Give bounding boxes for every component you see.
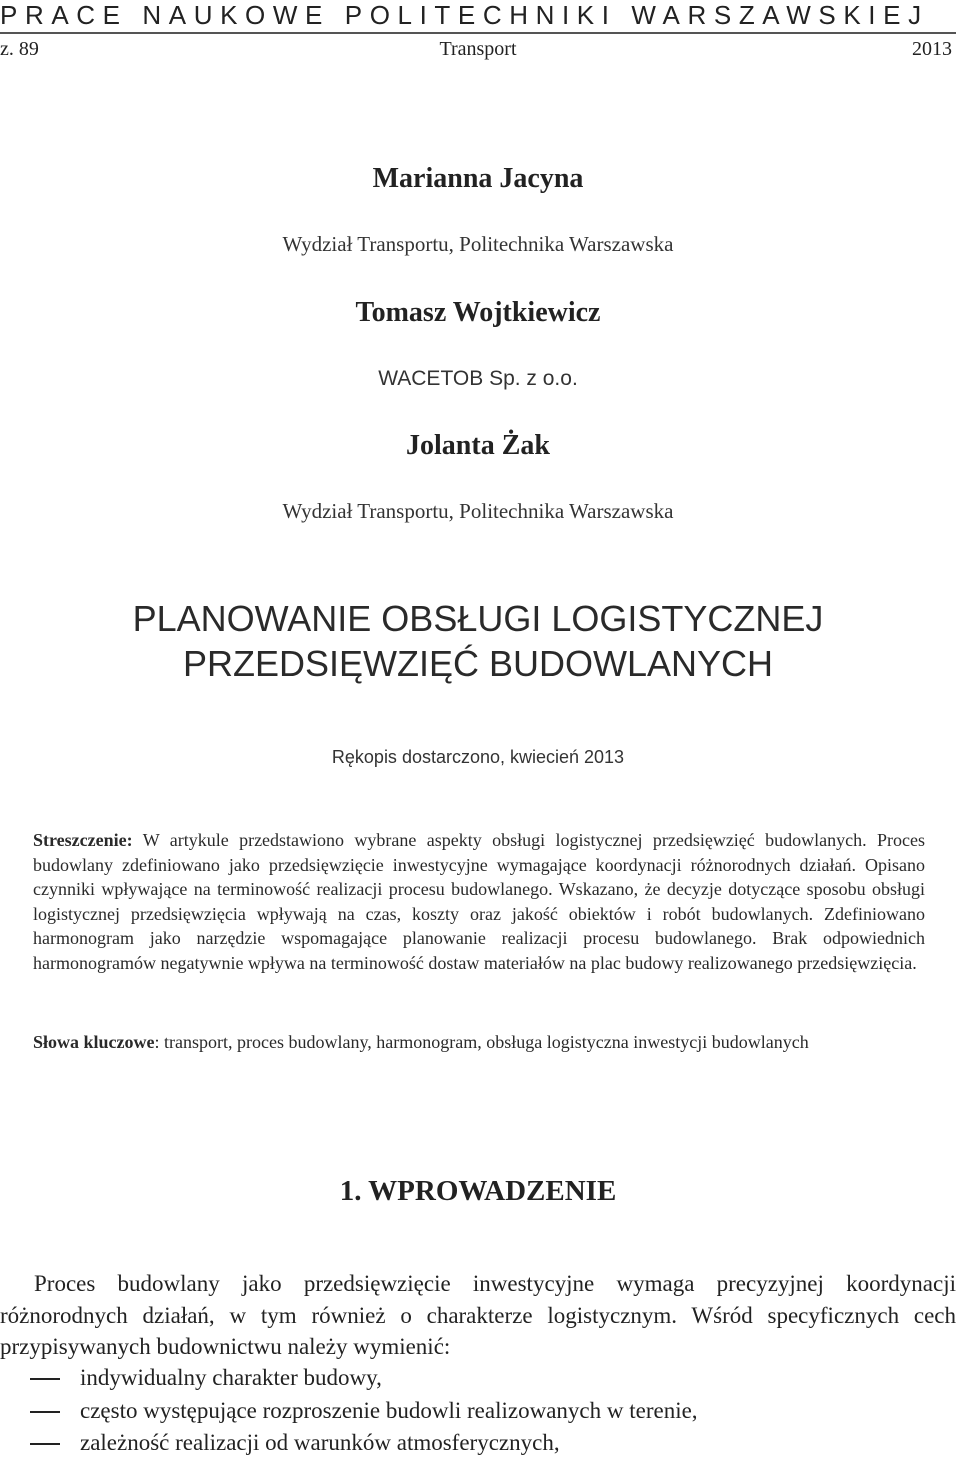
author-name: Marianna Jacyna <box>372 163 584 194</box>
list-item-text: zależność realizacji od warunków atmosferycznych, <box>80 1430 560 1455</box>
keywords <box>33 1030 925 1055</box>
keywords-label: Słowa kluczowe <box>33 1032 155 1052</box>
author-name: Tomasz Wojtkiewicz <box>355 297 601 328</box>
issue-line <box>0 36 956 62</box>
author-affiliation: WACETOB Sp. z o.o. <box>378 367 578 390</box>
author-affiliation: Wydział Transportu, Politechnika Warszawska <box>282 499 674 523</box>
feature-list <box>0 1362 956 1460</box>
paper-title-line-1: PLANOWANIE OBSŁUGI LOGISTYCZNEJ <box>132 598 824 639</box>
section-heading: 1. WPROWADZENIE <box>339 1175 617 1207</box>
received-date: Rękopis dostarczono, kwiecień 2013 <box>331 747 625 767</box>
abstract <box>33 828 925 975</box>
list-item-text: często występujące rozproszenie budowli realizowanych w terenie, <box>80 1397 698 1423</box>
paper-title-line-2: PRZEDSIĘWZIĘĆ BUDOWLANYCH <box>182 643 774 684</box>
intro-paragraph: Proces budowlany jako przedsięwzięcie inwestycyjne wymaga precyzyjnej koordynacji różnorodnych działań, w tym również o charakterze logistycznym. Wśród specyficznych cech przypisywanych budownictwu należy wymienić: <box>0 1271 956 1359</box>
issue-section: Transport <box>439 38 517 60</box>
dash-bullet <box>30 1411 60 1413</box>
abstract-text: W artykule przedstawiono wybrane aspekty obsługi logistycznej przedsięwzięć budowlanych. Proces budowlany zdefiniowano jako przedsięwzięcie inwestycyjne wymagające koordynacji różnorodnych działań. Opisano czynniki wpływające na terminowość realizacji procesu budowlanego. Wskazano, że decyzje dotyczące sposobu obsługi logistycznej przedsięwzięcia wpływają na czas, koszty oraz jakość obiektów i robót budowlanych. Zdefiniowano harmonogram jako narzędzie wspomagające planowanie realizacji procesu budowlanego. Brak odpowiednich harmonogramów negatywnie wpływa na terminowość dostaw materiałów na plac budowy realizowanego przedsięwzięcia. <box>33 830 925 973</box>
issue-year: 2013 <box>912 38 952 60</box>
abstract-label: Streszczenie: <box>33 830 133 850</box>
issue-number: z. 89 <box>0 38 39 60</box>
list-item <box>0 1427 956 1460</box>
list-item-text: indywidualny charakter budowy, <box>80 1365 382 1390</box>
dash-bullet <box>30 1378 60 1380</box>
author-name: Jolanta Żak <box>406 430 550 461</box>
header-rule <box>0 32 956 34</box>
list-item <box>0 1362 956 1395</box>
dash-bullet <box>30 1443 60 1445</box>
list-item <box>0 1395 956 1428</box>
journal-masthead: PRACE NAUKOWE POLITECHNIKI WARSZAWSKIEJ <box>0 0 929 30</box>
keywords-text: : transport, proces budowlany, harmonogram, obsługa logistyczna inwestycji budowlanych <box>154 1032 809 1052</box>
author-affiliation: Wydział Transportu, Politechnika Warszawska <box>282 232 674 256</box>
